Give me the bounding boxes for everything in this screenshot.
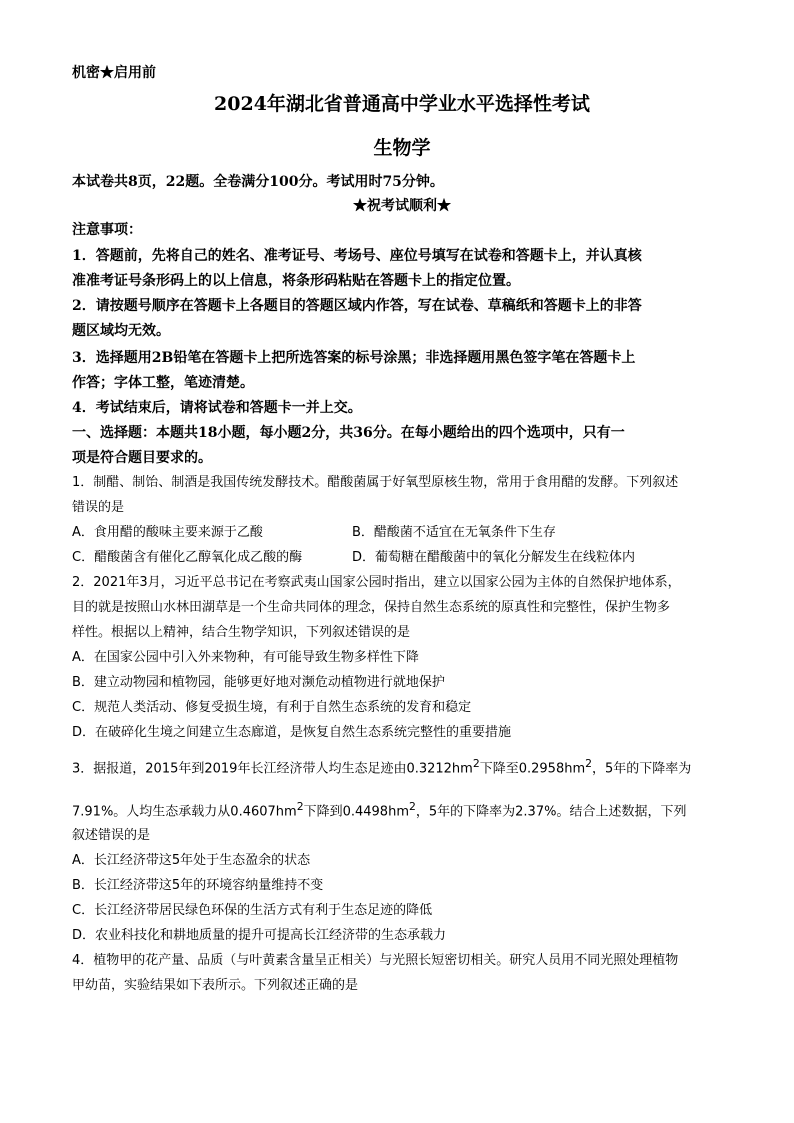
q2-option-d: D．在破碎化生境之间建立生态廊道，是恢复自然生态系统完整性的重要措施: [72, 725, 512, 740]
q2-stem-line-1: 2．2021年3月，习近平总书记在考察武夷山国家公园时指出，建立以国家公园为主体的自然保护地体系，: [72, 575, 681, 590]
q3-stem-line-3: 叙述错误的是: [72, 828, 151, 843]
q2-option-c: C．规范人类活动、修复受损生境，有利于自然生态系统的发育和稳定: [72, 700, 472, 715]
section-1-line-1: 一、选择题：本题共18小题，每小题2分，共36分。在每小题给出的四个选项中，只有一: [72, 425, 625, 441]
q3-option-d: D．农业科技化和耕地质量的提升可提高长江经济带的生态承载力: [72, 928, 447, 943]
note-2-line-1: 2．请按题号顺序在答题卡上各题目的答题区域内作答，写在试卷、草稿纸和答题卡上的非答: [72, 298, 642, 314]
q4-stem-line-1: 4．植物甲的花产量、品质（与叶黄素含量呈正相关）与光照长短密切相关。研究人员用不同光照处理植物: [72, 953, 679, 968]
note-3-line-1: 3．选择题用2B铅笔在答题卡上把所选答案的标号涂黑；非选择题用黑色签字笔在答题卡上: [72, 350, 636, 366]
q3-option-c: C．长江经济带居民绿色环保的生活方式有利于生态足迹的降低: [72, 903, 433, 918]
subject-title: 生物学: [373, 137, 431, 159]
note-2-line-2: 题区域均无效。: [72, 323, 170, 339]
q1-option-d: D．葡萄糖在醋酸菌中的氧化分解发生在线粒体内: [352, 550, 636, 565]
q2-option-a: A．在国家公园中引入外来物种，有可能导致生物多样性下降: [72, 650, 419, 665]
q1-stem-line-2: 错误的是: [72, 500, 125, 515]
q1-option-row-1: [72, 525, 556, 540]
note-3-line-2: 作答；字体工整，笔迹清楚。: [72, 375, 254, 391]
secret-label: 机密★启用前: [72, 65, 156, 81]
q1-stem-line-1: 1．制醋、制饴、制酒是我国传统发酵技术。醋酸菌属于好氧型原核生物，常用于食用醋的发酵。下列叙述: [72, 475, 679, 490]
q1-option-b: B．醋酸菌不适宜在无氧条件下生存: [352, 525, 556, 540]
q1-option-c: C．醋酸菌含有催化乙醇氧化成乙酸的酶: [72, 550, 303, 565]
q2-option-b: B．建立动物园和植物园，能够更好地对濒危动植物进行就地保护: [72, 675, 445, 690]
good-luck: ★祝考试顺利★: [353, 198, 451, 214]
q2-stem-line-2: 目的就是按照山水林田湖草是一个生命共同体的理念，保持自然生态系统的原真性和完整性，保护生物多: [72, 600, 671, 615]
q2-stem-line-3: 样性。根据以上精神，结合生物学知识，下列叙述错误的是: [72, 625, 411, 640]
q3-option-b: B．长江经济带这5年的环境容纳量维持不变: [72, 878, 324, 893]
note-4: 4．考试结束后，请将试卷和答题卡一并上交。: [72, 400, 362, 416]
q3-option-a: A．长江经济带这5年处于生态盈余的状态: [72, 853, 311, 868]
q4-stem-line-2: 甲幼苗，实验结果如下表所示。下列叙述正确的是: [72, 978, 359, 993]
q1-option-a: A．食用醋的酸味主要来源于乙酸: [72, 525, 263, 540]
notes-heading: 注意事项：: [72, 222, 142, 238]
section-1-line-2: 项是符合题目要求的。: [72, 450, 212, 466]
exam-title: 2024年湖北省普通高中学业水平选择性考试: [214, 93, 590, 115]
note-1-line-2: 准准考证号条形码上的以上信息，将条形码粘贴在答题卡上的指定位置。: [72, 273, 520, 289]
exam-info: 本试卷共8页，22题。全卷满分100分。考试用时75分钟。: [72, 174, 444, 190]
q3-stem-line-2: 7.91%。人均生态承载力从$0.4607hm^2$下降到$0.4498hm^2$，5年的下降率为2.37%。结合上述数据，下列: [72, 800, 687, 820]
q3-stem-line-1: 3．据报道，2015年到2019年长江经济带人均生态足迹由$0.3212hm^2$下降至$0.2958hm^2$，5年的下降率为: [72, 757, 692, 777]
q1-option-row-2: [72, 550, 636, 565]
note-1-line-1: 1．答题前，先将自己的姓名、准考证号、考场号、座位号填写在试卷和答题卡上，并认真核: [72, 248, 642, 264]
